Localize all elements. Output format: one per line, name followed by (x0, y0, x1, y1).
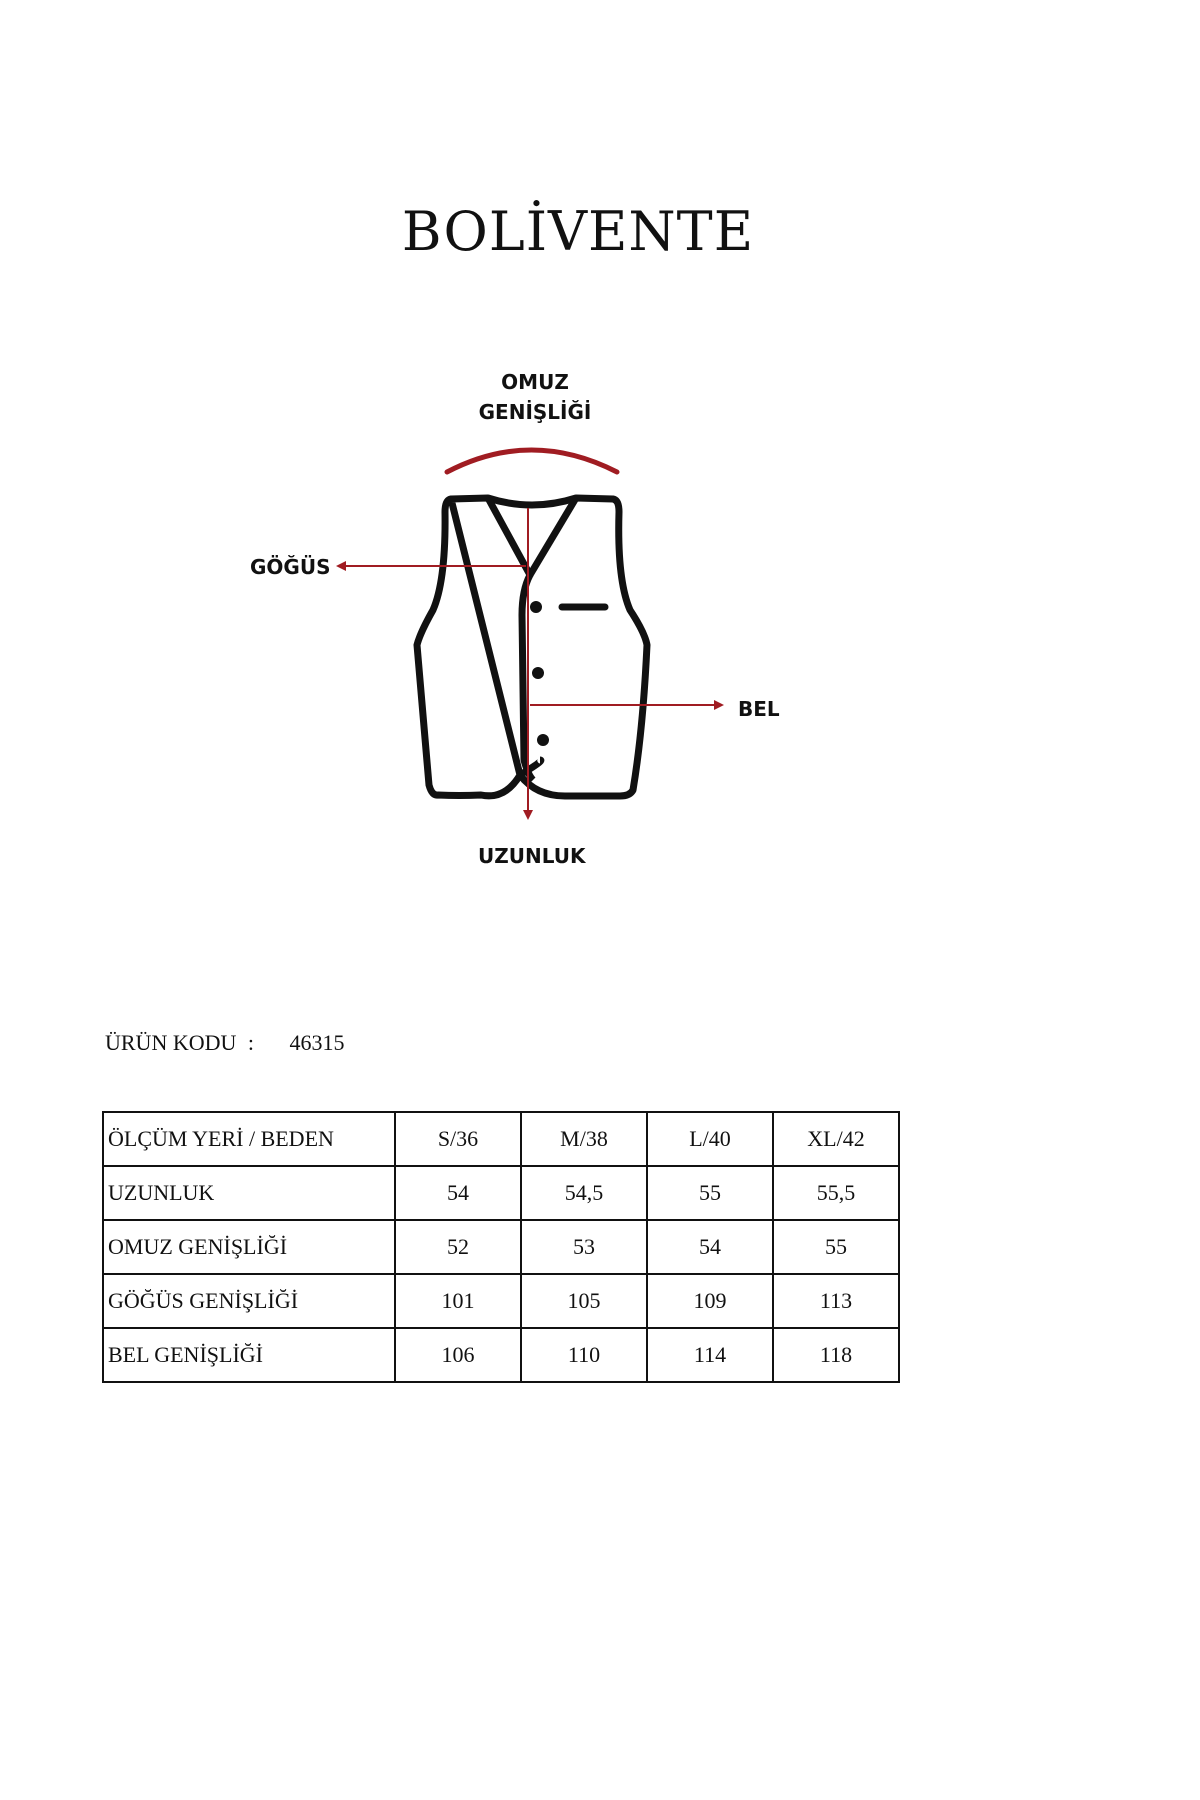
vest-outline (417, 498, 647, 796)
product-code-label: ÜRÜN KODU (105, 1030, 237, 1055)
shoulder-width-label (450, 367, 620, 427)
header-cell-size: L/40 (647, 1112, 773, 1166)
header-cell-size: XL/42 (773, 1112, 899, 1166)
length-label: UZUNLUK (478, 844, 586, 868)
size-chart-table (102, 1111, 900, 1383)
table-header-row (103, 1112, 899, 1166)
table-cell: 109 (647, 1274, 773, 1328)
row-label-cell: UZUNLUK (103, 1166, 395, 1220)
header-cell-measurement: ÖLÇÜM YERİ / BEDEN (103, 1112, 395, 1166)
table-cell: 105 (521, 1274, 647, 1328)
vest-button (532, 667, 544, 679)
waist-label: BEL (738, 697, 780, 721)
table-cell: 113 (773, 1274, 899, 1328)
table-cell: 54 (395, 1166, 521, 1220)
table-cell: 52 (395, 1220, 521, 1274)
table-cell: 54,5 (521, 1166, 647, 1220)
row-label-cell: BEL GENİŞLİĞİ (103, 1328, 395, 1382)
table-cell: 114 (647, 1328, 773, 1382)
vest-button (530, 601, 542, 613)
table-cell: 110 (521, 1328, 647, 1382)
header-cell-size: M/38 (521, 1112, 647, 1166)
vest-right-lapel (530, 498, 576, 575)
header-cell-size: S/36 (395, 1112, 521, 1166)
shoulder-label-line1: OMUZ (501, 370, 569, 394)
table-row (103, 1328, 899, 1382)
product-code-colon: : (247, 1030, 255, 1055)
shoulder-width-arc (447, 450, 617, 472)
row-label-cell: OMUZ GENİŞLİĞİ (103, 1220, 395, 1274)
product-code-row (105, 1030, 345, 1056)
table-cell: 118 (773, 1328, 899, 1382)
brand-logo-text: BOLİVENTE (401, 200, 755, 263)
table-row (103, 1274, 899, 1328)
table-cell: 53 (521, 1220, 647, 1274)
table-cell: 101 (395, 1274, 521, 1328)
vest-button (537, 734, 549, 746)
table-cell: 55,5 (773, 1166, 899, 1220)
shoulder-label-line2: GENİŞLİĞİ (478, 400, 592, 424)
table-row (103, 1166, 899, 1220)
table-cell: 55 (773, 1220, 899, 1274)
table-cell: 54 (647, 1220, 773, 1274)
row-label-cell: GÖĞÜS GENİŞLİĞİ (103, 1274, 395, 1328)
table-row (103, 1220, 899, 1274)
chest-label: GÖĞÜS (250, 555, 331, 579)
table-cell: 106 (395, 1328, 521, 1382)
product-code-value: 46315 (289, 1030, 345, 1055)
table-cell: 55 (647, 1166, 773, 1220)
